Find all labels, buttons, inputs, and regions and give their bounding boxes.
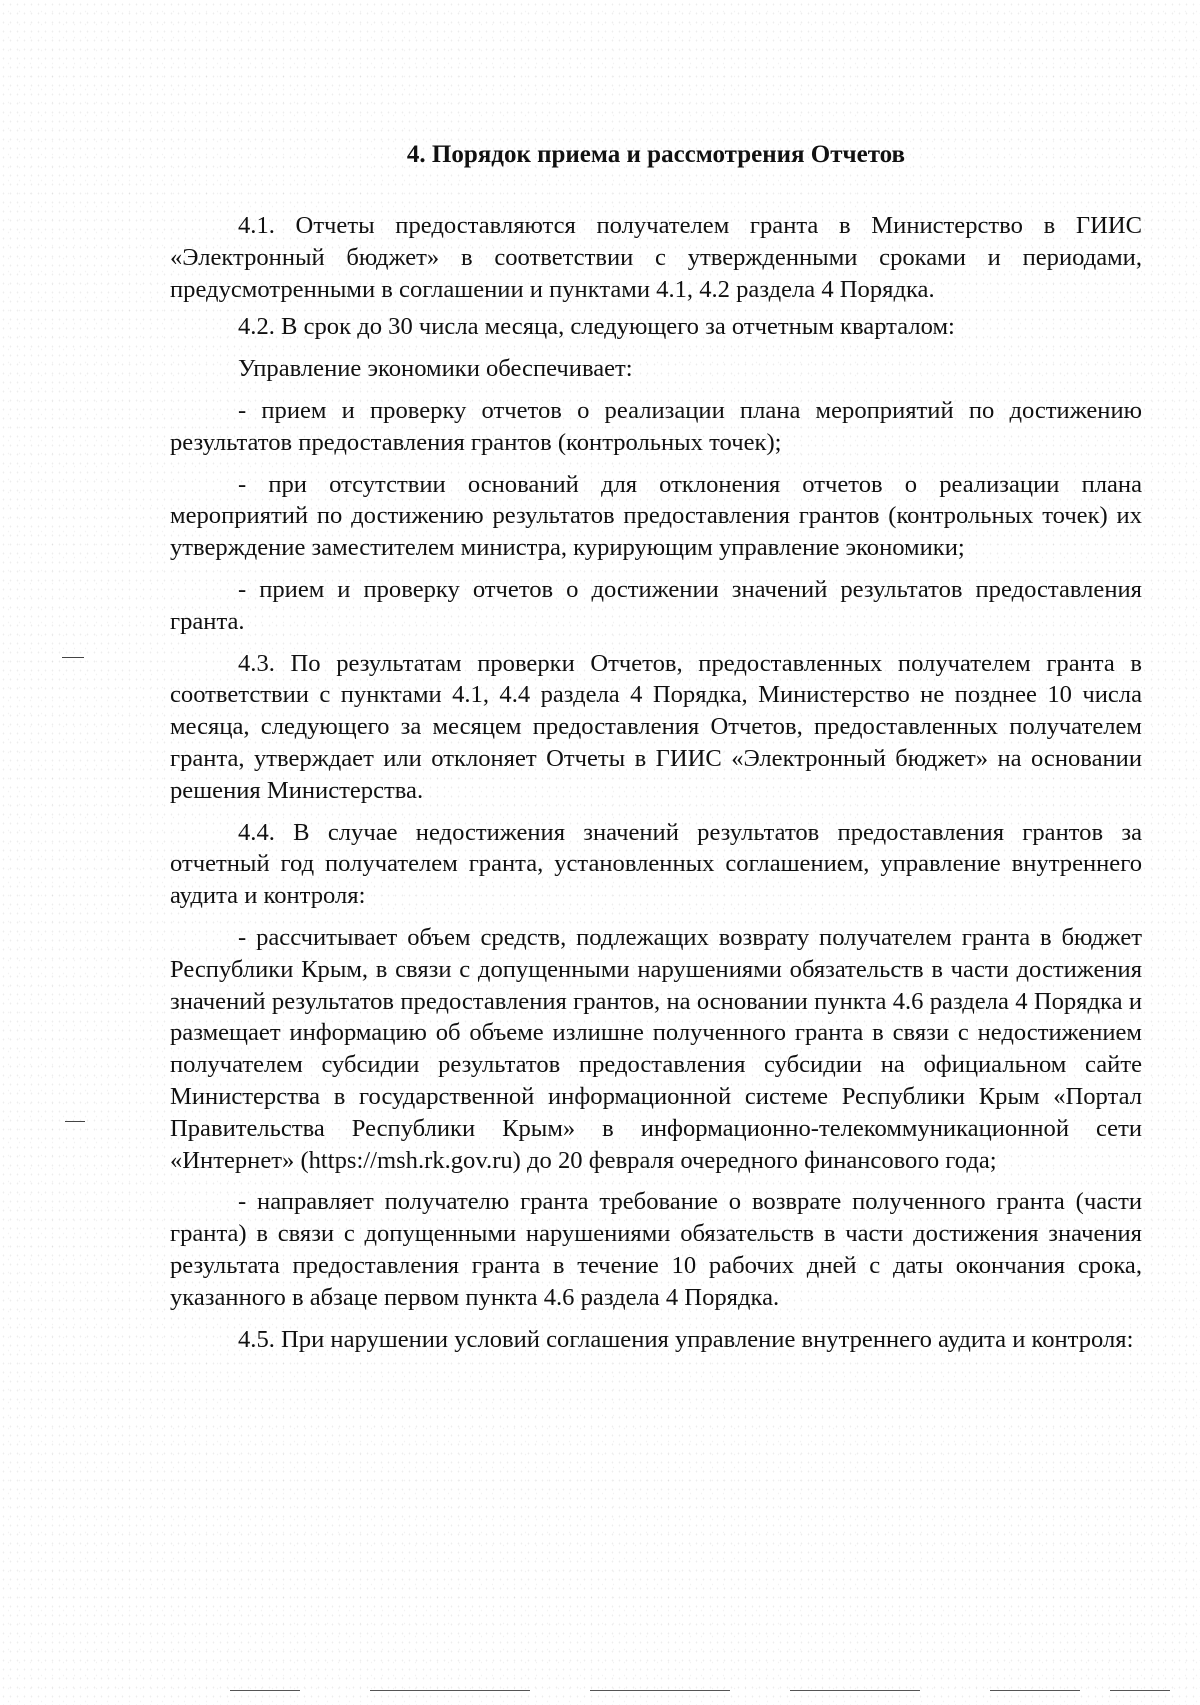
paragraph-4-4: 4.4. В случае недостижения значений результатов предоставления грантов за отчетный год получателем гранта, установленных соглашением, управление внутреннего аудита и контроля: [170, 818, 1142, 910]
scan-edge-mark [65, 1121, 85, 1122]
document-page [170, 140, 1142, 1355]
paragraph-item-sends-demand: - направляет получателю гранта требование о возврате полученного гранта (части гранта) в связи с допущенными нарушениями обязательств в части достижения значения результата предоставления гранта в течение 10 рабочих дней с даты окончания срока, указанного в абзаце первом пункта 4.6 раздела 4 Порядка. [170, 1188, 1142, 1311]
paragraph-4-3: 4.3. По результатам проверки Отчетов, предоставленных получателем гранта в соответствии с пунктами 4.1, 4.4 раздела 4 Порядка, Министерство не позднее 10 числа месяца, следующего за месяцем предоставления Отчетов, предоставленных получателем гранта, утверждает или отклоняет Отчеты в ГИИС «Электронный бюджет» на основании решения Министерства. [170, 649, 1142, 804]
paragraph-item-receive-check: - прием и проверку отчетов о реализации плана мероприятий по достижению результатов предоставления грантов (контрольных точек); [170, 396, 1142, 456]
section-heading: 4. Порядок приема и рассмотрения Отчетов [406, 141, 906, 168]
paragraph-item-calculates: - рассчитывает объем средств, подлежащих возврату получателем гранта в бюджет Республики Крым, в связи с допущенными нарушениями обязательств в части достижения значений результатов предоставления грантов, на основании пункта 4.6 раздела 4 Порядка и размещает информацию об объеме излишне полученного гранта в связи с недостижением получателем субсидии результатов предоставления субсидии на официальном сайте Министерства в государственной информационной системе Республики Крым «Портал Правительства Республики Крым» в информационно-телекоммуникационной сети «Интернет» (https://msh.rk.gov.ru) до 20 февраля очередного финансового года; [170, 923, 1142, 1174]
paragraph-4-1: 4.1. Отчеты предоставляются получателем гранта в Министерство в ГИИС «Электронный бюджет» в соответствии с утвержденными сроками и периодами, предусмотренными в соглашении и пунктами 4.1, 4.2 раздела 4 Порядка. [170, 212, 1142, 303]
paragraph-item-approval: - при отсутствии оснований для отклонения отчетов о реализации плана мероприятий по достижению результатов предоставления грантов (контрольных точек) их утверждение заместителем министра, курирующим управление экономики; [170, 470, 1142, 562]
paragraph-item-results-check: - прием и проверку отчетов о достижении значений результатов предоставления гранта. [170, 575, 1142, 635]
scan-edge-mark [62, 657, 84, 658]
paragraph-4-5: 4.5. При нарушении условий соглашения управление внутреннего аудита и контроля: [238, 1325, 1134, 1353]
scan-artifacts [230, 1690, 1180, 1694]
paragraph-economy-dept: Управление экономики обеспечивает: [238, 355, 633, 383]
paragraph-4-2: 4.2. В срок до 30 числа месяца, следующего за отчетным кварталом: [238, 313, 955, 341]
